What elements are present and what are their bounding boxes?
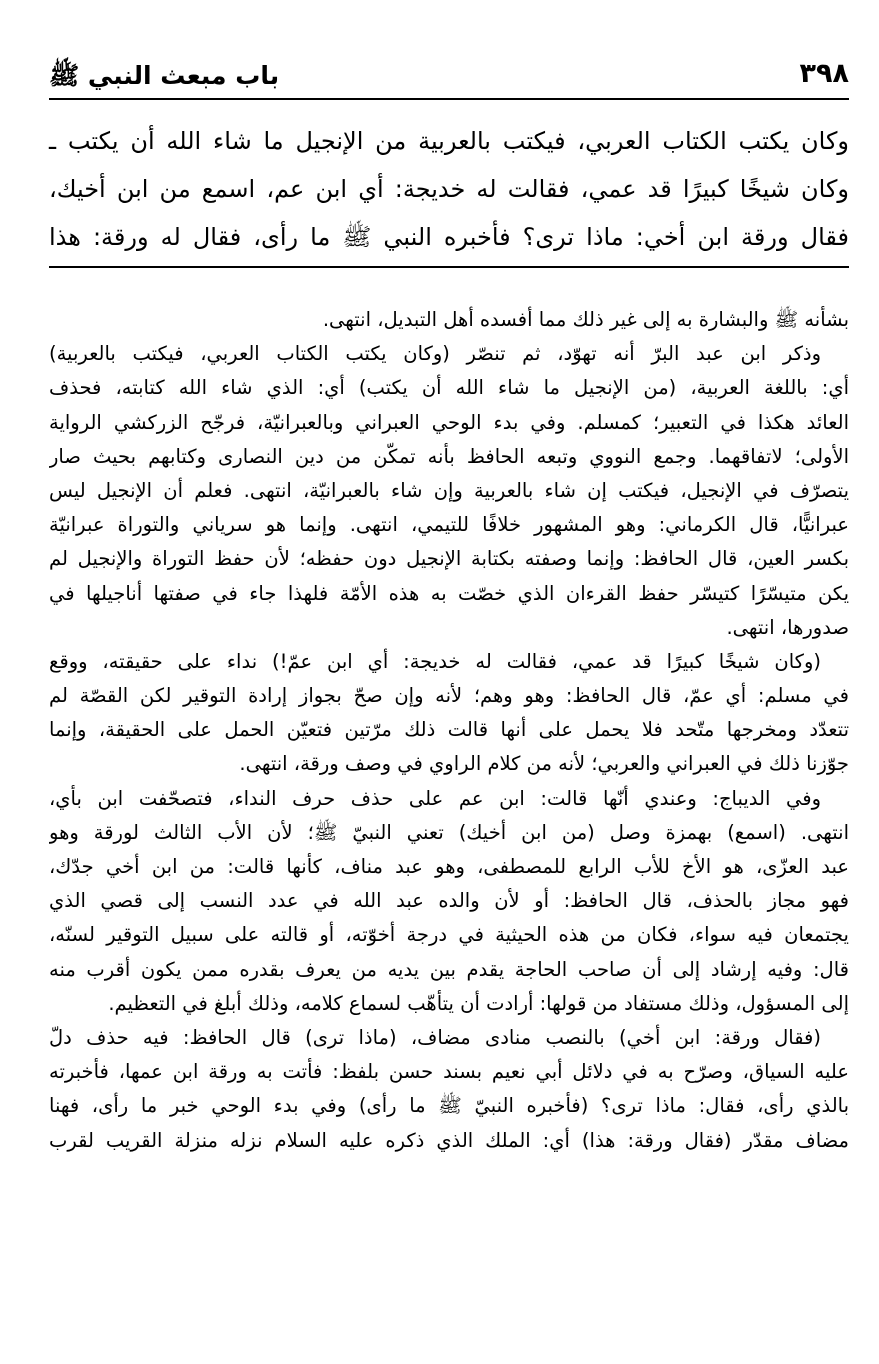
commentary-line: وذكر ابن عبد البرّ أنه تهوّد، ثم تنصّر (وكان يكتب الكتاب العربي، فيكتب بالعربية)	[49, 342, 821, 366]
commentary-line: (وكان شيخًا كبيرًا قد عمي، فقالت له خديجة: أي ابن عمّ!) نداء على حقيقته، ووقع	[49, 649, 821, 673]
commentary-line: وفي الديباج: وعندي أنّها قالت: ابن عم على حذف حرف النداء، فتصحّفت ابن بأي،	[49, 786, 821, 810]
commentary-line: يكن متيسّرًا كتيسّر حفظ القرءان الذي خصّت به هذه الأمّة فلهذا جاء في صفتها أناجيلها في	[49, 581, 849, 605]
commentary-line: (فقال ورقة: ابن أخي) بالنصب منادى مضاف، (ماذا ترى) قال الحافظ: فيه حذف دلّ	[49, 1025, 821, 1049]
page-number: ٣٩٨	[799, 58, 849, 89]
hadith-line: فقال ورقة ابن أخي: ماذا ترى؟ فأخبره النبي ﷺ ما رأى، فقال له ورقة: هذا	[49, 223, 849, 251]
commentary-line: جوّزنا ذلك في العبراني والعربي؛ لأنه من كلام الراوي في وصف ورقة، انتهى.	[239, 752, 849, 776]
commentary-line: أي: باللغة العربية، (من الإنجيل ما شاء الله أن يكتب) أي: الذي شاء الله كتابته، فحذف	[49, 376, 849, 400]
header-rule	[49, 98, 849, 100]
commentary-line: عبرانيًّا، قال الكرماني: وهو المشهور خلافًا للتيمي، انتهى. وإنما هو سرياني والتوراة عبرانيّة	[49, 513, 849, 537]
commentary-line: بالذي رأى، فقال: ماذا ترى؟ (فأخبره النبيّ ﷺ ما رأى) وفي بدء الوحي خبر ما رأى، فهنا	[49, 1094, 849, 1118]
commentary-line: إلى المسؤول، وذلك مستفاد من قولها: أرادت أن يتأهّب لسماع كلامه، وذلك أبلغ في التعظيم.	[108, 991, 849, 1015]
commentary-line: تتعدّد ومخرجها متّحد فلا يحمل على أنها قالت ذلك مرّتين فتعيّن الحمل على الحقيقة، وإنما	[49, 718, 849, 742]
page-header	[49, 58, 849, 94]
commentary-line: انتهى. (اسمع) بهمزة وصل (من ابن أخيك) تعني النبيّ ﷺ؛ لأن الأب الثالث لورقة وهو	[49, 820, 849, 844]
hadith-line: وكان يكتب الكتاب العربي، فيكتب بالعربية من الإنجيل ما شاء الله أن يكتب ـ	[49, 127, 849, 155]
commentary-line: مضاف مقدّر (فقال ورقة: هذا) أي: الملك الذي ذكره عليه السلام نزله منزلة القريب لقرب	[49, 1128, 849, 1152]
commentary-line: بكسر العين، قال الحافظ: وإنما وصفته بكتابة الإنجيل دون حفظه؛ لأن حفظ التوراة والإنجيل لم	[49, 547, 849, 571]
commentary-line: يجتمعان فيه سواء، فكان من هذه الحيثية في درجة أخوّته، أو قالته على سبيل التوقير لسنّه،	[49, 923, 849, 947]
commentary-line: الأولى؛ لاتفاقهما. وجمع النووي وتبعه الحافظ بأنه تمكّن من دين النصارى وكتابهم بحيث صار	[49, 444, 849, 468]
commentary-line: يتصرّف في الإنجيل، فيكتب إن شاء بالعربية وإن شاء بالعبرانيّة، انتهى. فعلم أن الإنجيل ليس	[49, 478, 849, 502]
commentary-text	[49, 303, 849, 1158]
commentary-line: العائد هكذا في التعبير؛ كمسلم. وفي بدء الوحي العبراني وبالعبرانيّة، فرجّح الزركشي الرواية	[49, 410, 849, 434]
commentary-line: بشأنه ﷺ والبشارة به إلى غير ذلك مما أفسده أهل التبديل، انتهى.	[322, 308, 849, 331]
commentary-line: في مسلم: أي عمّ، قال الحافظ: وهو وهم؛ لأنه وإن صحّ بجواز إرادة التوقير لكن القصّة لم	[49, 684, 849, 708]
hadith-text	[49, 117, 849, 261]
chapter-title: باب مبعث النبي ﷺ	[49, 61, 280, 90]
book-page	[49, 0, 849, 1364]
commentary-line: فهو مجاز بالحذف، قال الحافظ: أو لأن والده عبد الله في عدد النسب إلى قصي الذي	[49, 889, 849, 913]
commentary-line: قال: وفيه إرشاد إلى أن صاحب الحاجة يقدم بين يديه من يعرف بقدره ممن يكون أقرب منه	[49, 957, 849, 981]
commentary-line: صدورها، انتهى.	[726, 615, 849, 639]
hadith-line: وكان شيخًا كبيرًا قد عمي، فقالت له خديجة: أي ابن عم، اسمع من ابن أخيك،	[49, 175, 849, 203]
commentary-line: عليه السياق، وصرّح به في دلائل أبي نعيم بسند حسن بلفظ: فأتت به ورقة ابن عمها، فأخبرته	[49, 1060, 849, 1084]
hadith-rule	[49, 266, 849, 268]
commentary-line: عبد العزّى، هو الأخ للأب الرابع للمصطفى، وهو عبد مناف، كأنها قالت: من ابن أخي جدّك،	[49, 855, 849, 878]
